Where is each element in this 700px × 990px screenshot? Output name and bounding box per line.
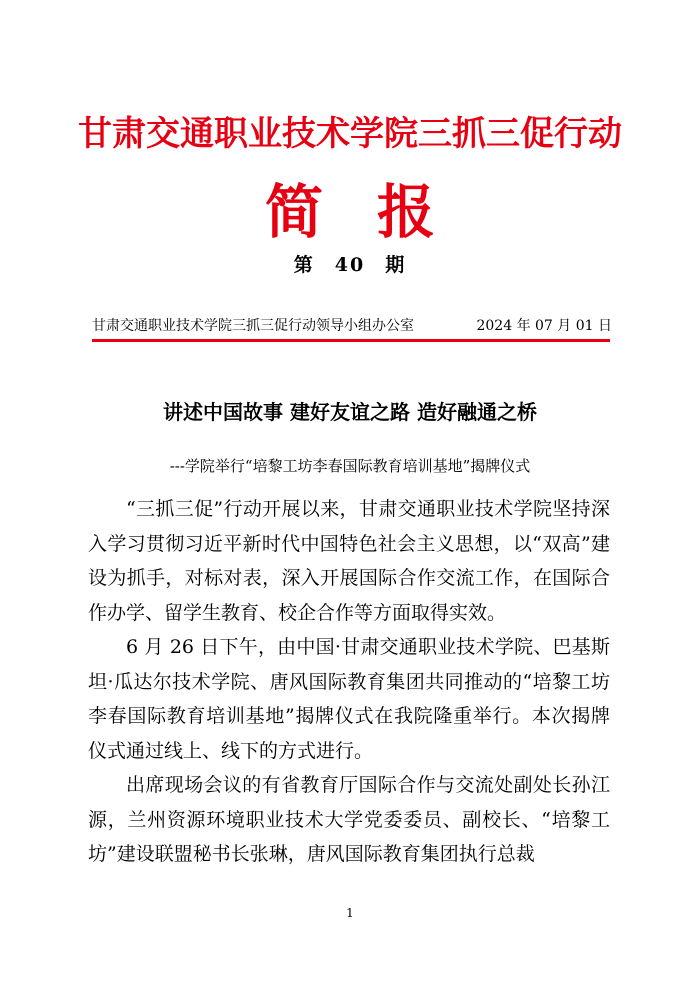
issuer-name: 甘肃交通职业技术学院三抓三促行动领导小组办公室	[92, 318, 414, 334]
article-headline: 讲述中国故事 建好友谊之路 造好融通之桥	[163, 400, 537, 424]
paragraph: 出席现场会议的有省教育厅国际合作与交流处副处长孙江源，兰州资源环境职业技术大学党委委员、副校长、“培黎工坊”建设联盟秘书长张琳，唐风国际教育集团执行总裁	[88, 774, 610, 865]
paragraph: 6 月 26 日下午，由中国·甘肃交通职业技术学院、巴基斯坦·瓜达尔技术学院、唐风国际教育集团共同推动的“培黎工坊李春国际教育培训基地”揭牌仪式在我院隆重举行。本次揭牌仪式通过线上、线下的方式进行。	[88, 636, 610, 762]
issuer-line	[92, 315, 612, 335]
issue-suffix: 期	[385, 254, 407, 276]
issue-prefix: 第	[293, 254, 315, 276]
brief-title: 简报	[264, 178, 489, 246]
red-divider	[92, 339, 610, 342]
issue-number-line	[0, 250, 700, 277]
article-body	[88, 492, 610, 872]
page-number: 1	[346, 906, 354, 920]
paragraph: “三抓三促”行动开展以来，甘肃交通职业技术学院坚持深入学习贯彻习近平新时代中国特色社会主义思想，以“双高”建设为抓手，对标对表，深入开展国际合作交流工作，在国际合作办学、留学生教育、校企合作等方面取得实效。	[88, 498, 610, 624]
article-subheadline: ---学院举行“培黎工坊李春国际教育培训基地”揭牌仪式	[169, 457, 531, 475]
org-title: 甘肃交通职业技术学院三抓三促行动	[78, 114, 622, 154]
issue-date: 2024 年 07 月 01 日	[476, 318, 612, 334]
issue-number: 40	[334, 254, 366, 276]
